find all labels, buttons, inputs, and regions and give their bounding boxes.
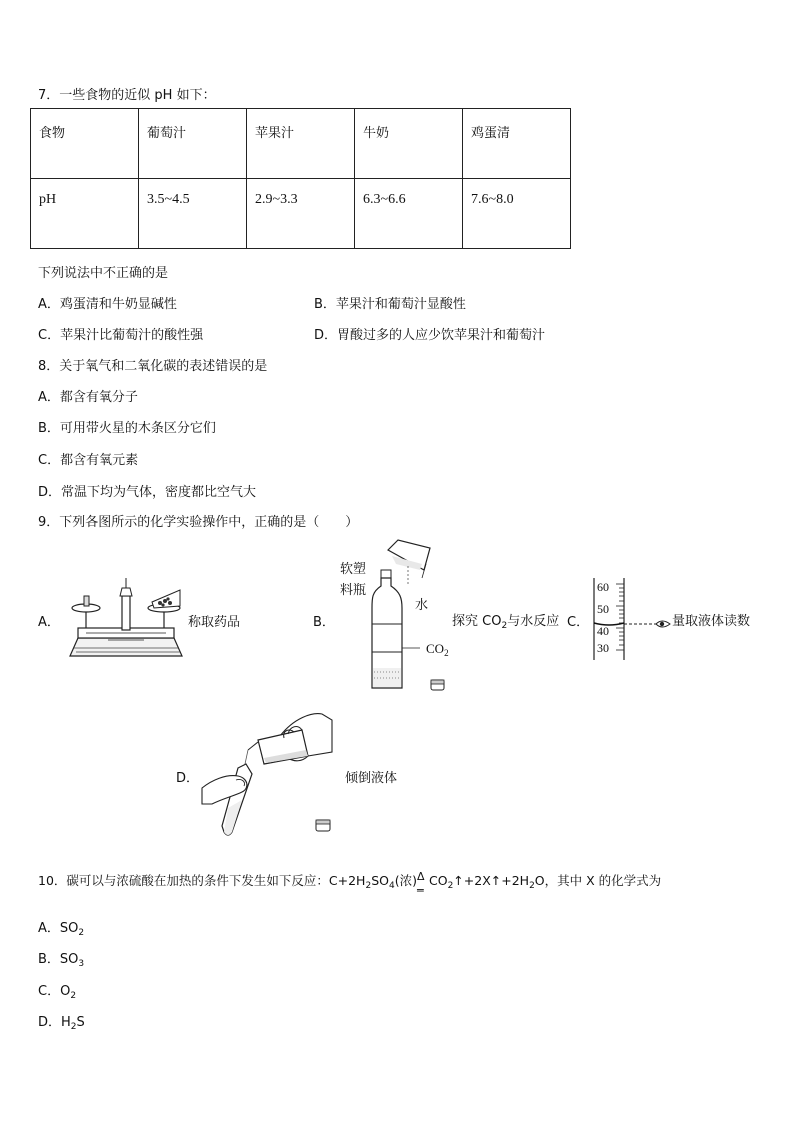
co2-label: $CO_2$ — [426, 641, 449, 658]
tick-label: 50 — [597, 602, 609, 616]
table-cell: 苹果汁 — [247, 109, 355, 179]
table-cell: 牛奶 — [355, 109, 463, 179]
q9-d-caption: 倾倒液体 — [345, 771, 398, 786]
q9-b-caption: 探究 $CO_2$与水反应 — [452, 614, 560, 631]
q7-option-a: A．鸡蛋清和牛奶显碱性 — [38, 297, 177, 312]
q7-option-d: D．胃酸过多的人应少饮苹果汁和葡萄汁 — [314, 328, 546, 343]
q9-a-letter: A． — [38, 615, 60, 630]
q8-option-b: B．可用带火星的木条区分它们 — [38, 421, 216, 436]
bottle-label-line2: 料瓶 — [340, 583, 367, 598]
plastic-bottle-illustration — [368, 536, 458, 696]
table-cell: 7.6~8.0 — [463, 179, 571, 249]
q8-stem: 8．关于氧气和二氧化碳的表述错误的是 — [38, 359, 268, 374]
q9-c-caption: 量取液体读数 — [672, 614, 751, 629]
q7-question: 下列说法中不正确的是 — [38, 266, 169, 281]
q9-c-letter: C． — [567, 615, 590, 630]
balance-illustration — [68, 576, 188, 660]
table-row — [31, 179, 571, 249]
q7-option-b: B．苹果汁和葡萄汁显酸性 — [314, 297, 466, 312]
pouring-liquid-illustration — [198, 708, 338, 840]
q8-option-d: D．常温下均为气体，密度都比空气大 — [38, 485, 257, 500]
tick-label: 60 — [597, 580, 609, 594]
q10-option-a: A．$SO_2$ — [38, 921, 85, 938]
table-cell: 食物 — [31, 109, 139, 179]
table-cell: 3.5~4.5 — [139, 179, 247, 249]
table-cell: 6.3~6.6 — [355, 179, 463, 249]
q8-option-a: A．都含有氧分子 — [38, 390, 138, 405]
water-label: 水 — [415, 598, 429, 613]
tick-label: 30 — [597, 641, 609, 655]
tick-label: 40 — [597, 624, 609, 638]
q7-stem: 7．一些食物的近似 pH 如下： — [38, 88, 216, 103]
table-cell: 葡萄汁 — [139, 109, 247, 179]
q10-option-b: B．$SO_3$ — [38, 952, 85, 969]
graduated-cylinder-illustration — [592, 576, 678, 662]
q10-option-c: C．$O_2$ — [38, 984, 77, 1001]
q7-option-c: C．苹果汁比葡萄汁的酸性强 — [38, 328, 204, 343]
q9-b-letter: B． — [313, 615, 335, 630]
table-cell: pH — [31, 179, 139, 249]
bottle-label-line1: 软塑 — [340, 562, 367, 577]
table-cell: 鸡蛋清 — [463, 109, 571, 179]
q9-stem: 9．下列各图所示的化学实验操作中，正确的是（ ） — [38, 515, 359, 530]
table-cell: 2.9~3.3 — [247, 179, 355, 249]
q10-stem: 10．碳可以与浓硫酸在加热的条件下发生如下反应：$C+2H_2SO_4$(浓) Δ ═ $CO_2↑+2X↑+2H_2O$，其中 X 的化学式为 — [38, 870, 662, 897]
q8-option-c: C．都含有氧元素 — [38, 453, 139, 468]
q9-d-letter: D． — [176, 771, 200, 786]
q9-a-caption: 称取药品 — [188, 615, 241, 630]
ph-table — [30, 108, 571, 249]
table-row — [31, 109, 571, 179]
q10-option-d: D．$H_2S$ — [38, 1015, 85, 1032]
